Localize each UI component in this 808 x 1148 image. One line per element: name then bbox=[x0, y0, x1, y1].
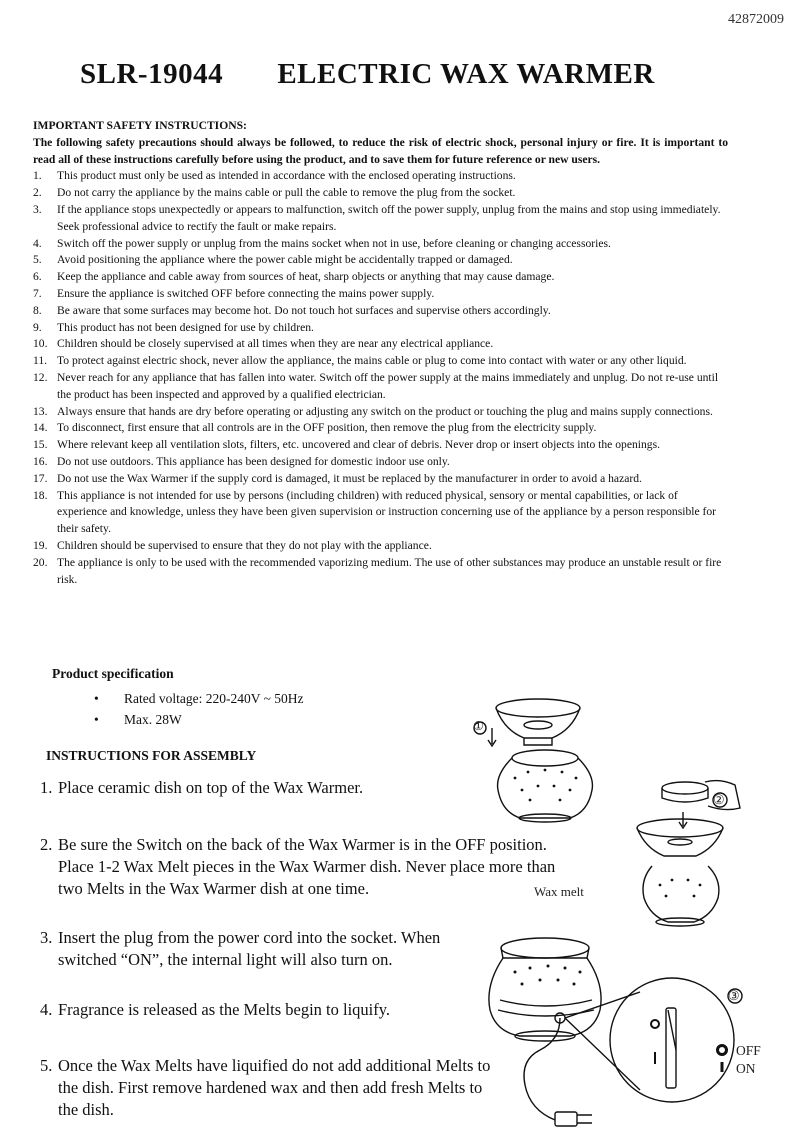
step2-marker: ② bbox=[713, 792, 725, 807]
step2-warmer-dots bbox=[659, 879, 702, 898]
safety-item: 13. Always ensure that hands are dry before operating or adjusting any switch on the product or touching the plug and mains supply connections. bbox=[33, 404, 713, 418]
safety-item: 3. If the appliance stops unexpectedly or appears to malfunction, switch off the power supply, unplug from the mains and stop using immediately. Seek professional advice to rectify the fault or make repairs. bbox=[33, 202, 721, 233]
safety-item: 2. Do not carry the appliance by the mains cable or pull the cable to remove the plug from the socket. bbox=[33, 186, 516, 200]
step3-cord-and-plug bbox=[524, 1013, 592, 1126]
safety-item: 19. Children should be supervised to ensure that they do not play with the appliance. bbox=[33, 538, 432, 552]
wax-melt-label: Wax melt bbox=[534, 884, 584, 899]
safety-item: 6. Keep the appliance and cable away from sources of heat, sharp objects or anything that may cause damage. bbox=[33, 270, 555, 284]
safety-item: 1. This product must only be used as intended in accordance with the enclosed operating instructions. bbox=[33, 169, 516, 183]
safety-item: 16. Do not use outdoors. This appliance has been designed for domestic indoor use only. bbox=[33, 454, 450, 468]
step1-marker: ① bbox=[473, 719, 484, 733]
safety-list bbox=[33, 168, 728, 588]
step3-switch-detail bbox=[565, 978, 742, 1102]
safety-item: 12. Never reach for any appliance that has fallen into water. Switch off the power supply at the mains immediately and unplug. Do not re-use until the product has been inspected and approved by a qualified electrician. bbox=[33, 370, 719, 401]
step1-warmer-illustration bbox=[498, 750, 593, 822]
page-title: SLR-19044 ELECTRIC WAX WARMER bbox=[80, 58, 655, 90]
spec-heading: Product specification bbox=[52, 666, 174, 681]
spec-list bbox=[52, 688, 304, 730]
safety-heading: IMPORTANT SAFETY INSTRUCTIONS: bbox=[33, 119, 247, 132]
safety-item: 15. Where relevant keep all ventilation slots, filters, etc. uncovered and clear of debris. Never drop or insert objects into the openings. bbox=[33, 438, 660, 452]
safety-item: 8. Be aware that some surfaces may become hot. Do not touch hot surfaces and supervise others accordingly. bbox=[33, 303, 551, 317]
safety-item: 14. To disconnect, first ensure that all controls are in the OFF position, then remove the plug from the electricity supply. bbox=[33, 421, 597, 435]
safety-item: 20. The appliance is only to be used with the recommended vaporizing medium. The use of other substances may produce an unstable result or fire risk. bbox=[33, 555, 722, 586]
spec-item: • Max. 28W bbox=[94, 709, 304, 730]
step3-warmer-illustration bbox=[489, 938, 601, 1041]
assembly-heading: INSTRUCTIONS FOR ASSEMBLY bbox=[46, 748, 257, 763]
assembly-step: 1. Place ceramic dish on top of the Wax Warmer. bbox=[40, 778, 364, 797]
assembly-step: 4. Fragrance is released as the Melts begin to liquify. bbox=[40, 1000, 391, 1019]
product-specification bbox=[52, 666, 304, 730]
safety-item: 10. Children should be closely supervised at all times when they are near any electrical appliance. bbox=[33, 337, 494, 351]
step1-warmer-dots bbox=[514, 769, 578, 802]
safety-item: 9. This product has not been designed for use by children. bbox=[33, 320, 314, 334]
safety-intro: The following safety precautions should always be followed, to reduce the risk of electric shock, personal injury or fire. It is important to read all of these instructions carefully before using the product, and to save them for future reference or new users. bbox=[33, 135, 728, 166]
step3-marker: ③ bbox=[728, 988, 740, 1003]
step2-dish-and-warmer bbox=[637, 819, 723, 926]
safety-instructions bbox=[33, 118, 728, 588]
step3-warmer-dots bbox=[514, 965, 582, 986]
off-label: OFF bbox=[736, 1043, 761, 1058]
assembly-step: 3. Insert the plug from the power cord into the socket. When switched “ON”, the internal light will also turn on. bbox=[40, 928, 441, 969]
step1-dish-illustration bbox=[474, 699, 580, 746]
spec-item: • Rated voltage: 220-240V ~ 50Hz bbox=[94, 688, 304, 709]
safety-item: 7. Ensure the appliance is switched OFF before connecting the mains power supply. bbox=[33, 286, 435, 300]
safety-item: 5. Avoid positioning the appliance where the power cable might be accidentally trapped or damaged. bbox=[33, 253, 513, 267]
step2-wax-melt-illustration bbox=[662, 781, 740, 828]
assembly-step: 2. Be sure the Switch on the back of the Wax Warmer is in the OFF position. Place 1-2 Wax Melt pieces in the Wax Warmer dish. Never place more than two Melts in the Wax Warmer dish at one time. bbox=[40, 835, 556, 898]
document-number: 42872009 bbox=[728, 12, 784, 27]
on-label: ON bbox=[736, 1061, 756, 1076]
safety-item: 17. Do not use the Wax Warmer if the supply cord is damaged, it must be replaced by the manufacturer in order to avoid a hazard. bbox=[33, 471, 642, 485]
safety-item: 11. To protect against electric shock, never allow the appliance, the mains cable or plug to come into contact with water or any other liquid. bbox=[33, 354, 687, 368]
assembly-step: 5. Once the Wax Melts have liquified do not add additional Melts to the dish. First remove hardened wax and then add fresh Melts to the dish. bbox=[40, 1056, 491, 1119]
safety-item: 18. This appliance is not intended for use by persons (including children) with reduced physical, sensory or mental capabilities, or lack of experience and knowledge, unless they have been given supervision or instruction concerning use of the appliance by a person responsible for their safety. bbox=[33, 488, 717, 536]
safety-item: 4. Switch off the power supply or unplug from the mains socket when not in use, before cleaning or changing accessories. bbox=[33, 236, 611, 250]
